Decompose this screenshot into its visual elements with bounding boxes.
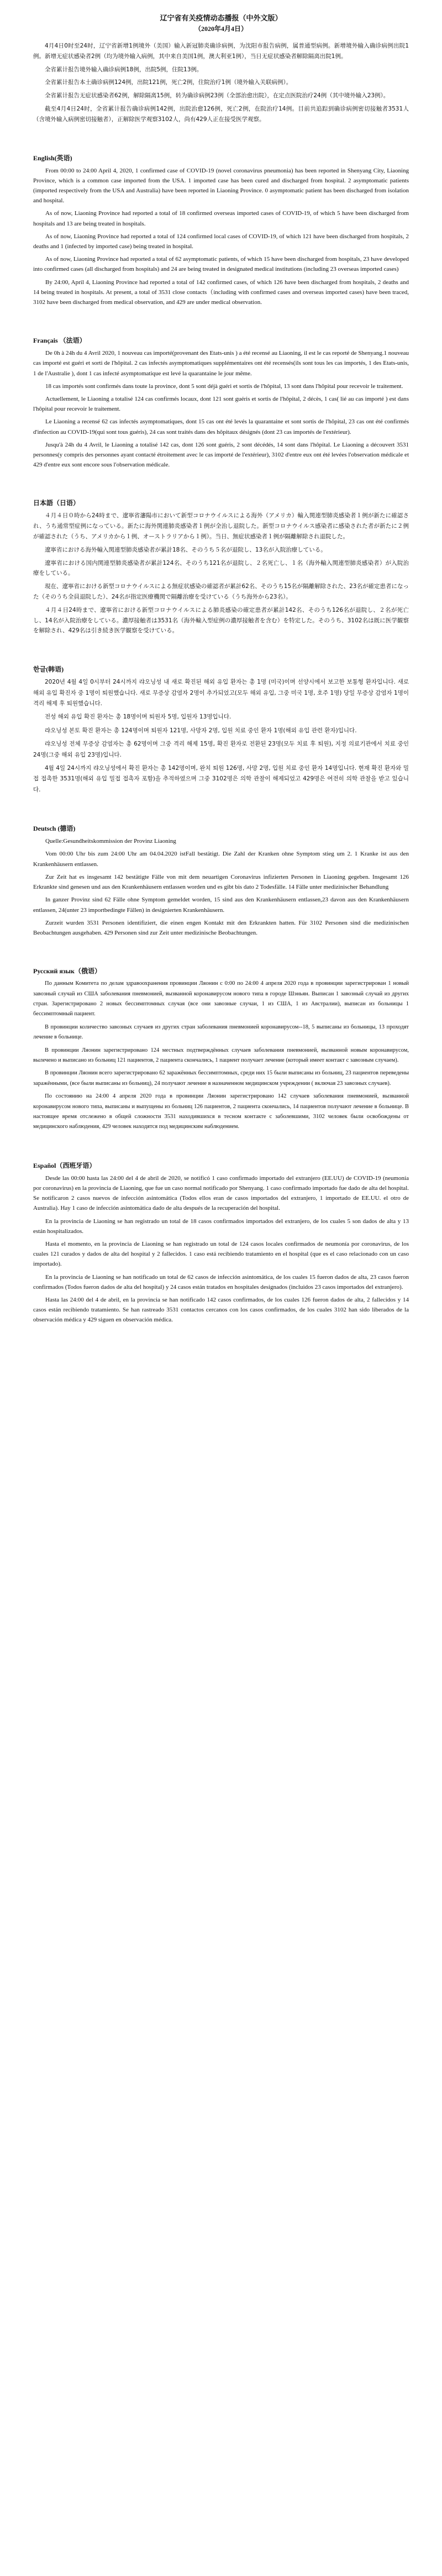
spanish-paragraph: Hasta las 24:00 del 4 de abril, en la provincia se han notificado 142 casos confirmados, de los cuales 126 fueron dados de alta, 2 fallecidos y 14 casos están recibiendo tratamiento. Se han rastreado 3531 contactos cercanos con los casos confirmados, de los cuales 3102 han sido liberados de la observación médica y 429 siguen en observación médica.: [33, 1297, 409, 1324]
french-heading: Français （法语）: [33, 337, 86, 345]
russian-paragraph: По состоянию на 24:00 4 апреля 2020 года в провинции Ляонин зарегистрировано 142 случаев заболевания пневмонией, вызванной коронавирусом нового типа, выписаны и выпущены из больниц 126 пациентов, 2 пациента скончались, 14 пациентов получают лечение в больнице. В настоящее время отслежено в общей сложности 3531 находившихся в тесном контакте с заболевшими, 3102 человек были освобождены от медицинского наблюдения, 429 человек находятся под медицинским наблюдением.: [33, 1093, 409, 1130]
japanese-paragraph: ４月４日０時から24時まで、遼寧省瀋陽市において新型コロナウイルスによる海外（アメリカ）輸入関連型肺炎感染者１例が新たに確認され、うち通常型症例になっている。新たに海外関連肺炎感染者１例が全治し退院した。新型コロナウイルス感染者に感染された者が新たに２例が確認された（うち、アメリカから１例、オーストラリアから１例）。当日、無症状感染者１例が隔離解除され退院した。: [33, 512, 409, 541]
korean-paragraph: 2020년 4월 4일 0시부터 24시까지 랴오닝성 내 새로 확진된 해외 유입 환자는 총 1명 (미국)이며 선양시에서 보고한 보통형 환자입니다. 새로 해외 유입 확진자 중 1명이 퇴원했습니다. 새로 무증상 감염자 2명이 추가되었고(모두 해외 유입, 그중 미국 1명, 호주 1명) 당일 무증상 감염자 1명이 격리 해제 후 퇴원했습니다.: [33, 679, 409, 707]
korean-paragraph: 4월 4일 24시까지 랴오닝성에서 확진 환자는 총 142명이며, 완치 퇴원 126명, 사망 2명, 입원 치료 중인 환자 14명입니다. 현재 확진 환자와 밀접 접촉한 3531명(해외 유입 밀접 접촉자 포함)을 추적하였으며 그중 3102명은 의학 관찰이 해제되었고 429명은 여전히 의학 관찰을 받고 있습니다.: [33, 765, 409, 793]
german-paragraph: In ganzer Provinz sind 62 Fälle ohne Symptom gemeldet worden, 15 sind aus den Krankenhäusern entlassen,23 davon aus den Krankenhäusern entlassen, 24(unter 23 importbedingte Fällen) in designierten Krankenhäusern.: [33, 896, 409, 914]
german-paragraph: Quelle:Gesundheitskommission der Provinz Liaoning: [45, 838, 176, 845]
japanese-paragraph: 遼寧省における海外輸入関連型肺炎感染者が累計18名、そのうち５名が退院し、13名が入院治療している。: [45, 546, 327, 553]
chinese-paragraph: 4月4日0时至24时，辽宁省新增1例境外（美国）输入新冠肺炎确诊病例，为沈阳市报告病例，属普通型病例。新增境外输入确诊病例出院1例。新增无症状感染者2例（均为境外输入病例，其中来自美国1例，澳大利亚1例），当日无症状感染者解除隔离出院1例。: [33, 43, 409, 60]
french-paragraph: Le Liaoning a recensé 62 cas infectés asymptomatiques, dont 15 cas ont été levés la quarantaine et sont sortis de l'hôpital, 23 cas ont été confirmés d'infection au COVID-19(qui sont tous guéris), 24 cas sont traités dans des hôpitaux désignés (dont 23 cas importés de l'extérieur).: [33, 418, 409, 436]
section-korean: [33, 664, 409, 795]
german-paragraph: Vom 00:00 Uhr bis zum 24:00 Uhr am 04.04.2020 istFall bestätigt. Die Zahl der Kranken ohne Symptom stieg um 2. 1 Kranke ist aus den Krankenhäusern entlassen.: [33, 851, 409, 868]
section-spanish: [33, 1161, 409, 1325]
french-paragraph: Actuellement, le Liaoning a totalisé 124 cas confirmés locaux, dont 121 sont guéris et sortis de l'hôpital, 2 décès, 1 cas( lié au cas importé ) est dans l'hôpital pour recevoir le traitement.: [33, 396, 409, 413]
korean-paragraph: 전성 해외 유입 확진 환자는 총 18명이며 퇴원자 5명, 입원자 13명입니다.: [45, 713, 231, 721]
japanese-paragraph: ４月４日24時まで、遼寧省における新型コロナウイルスによる肺炎感染の確定患者が累計142名、そのうち126名が退院し、２名が死亡し、14名が入院治療をしている。濃厚接触者は3531名（海外輸入型症例の濃厚接触者を含む）を特定した。そのうち、3102名は既に医学観察を解除され、429名は引き続き医学観察を受けている。: [33, 606, 409, 634]
chinese-paragraph: 全省累计报告境外输入确诊病例18例，出院5例，住院13例。: [45, 66, 203, 73]
korean-paragraph: 랴오닝성 본토 확진 환자는 총 124명이며 퇴원자 121명, 사망자 2명, 입원 치료 중인 환자 1명(해외 유입 관련 환자)입니다.: [45, 727, 357, 734]
spanish-paragraph: En la provincia de Liaoning se han notificado un total de 62 casos de infección asintomática, de los cuales 15 fueron dados de alta, 23 casos fueron confirmados (Todos fueron dados de alta del hospital) y 24 casos están tratados en hospitales designados (incluidos 23 casos importados del extranjero).: [33, 1273, 409, 1290]
english-paragraph: From 00:00 to 24:00 April 4, 2020, 1 confirmed case of COVID-19 (novel coronavirus pneumonia) has been reported in Shenyang City, Liaoning Province, which is a common case imported from the USA. 1 imported case has been cured and discharged from hospital. 2 asymptomatic patients (imported respectively from the USA and Australia) have been reported in Liaoning Province. 0 asymptomatic patient has been discharged from isolation and hospital.: [33, 167, 409, 204]
section-chinese: [33, 41, 409, 125]
russian-paragraph: В провинции Ляонин всего зарегистрировано 62 заражённых бессимптомных, среди них 15 были выписаны из больниц, 23 пациентов переведены заражёнными, (все были выписаны из больниц), 24 получают лечение в назначенном медицинском учреждении ( включая 23 завозных случаев).: [33, 1070, 409, 1087]
german-paragraph: Zurzeit wurden 3531 Personen identifiziert, die einen engen Kontakt mit den Erkrankten hatten. Für 3102 Personen sind die medizinischen Beobachtungen ausgehaben. 429 Personen sind zur Zeit unter medizinische Beobachtungen.: [33, 919, 409, 936]
russian-paragraph: В провинции Ляонин зарегистрировано 124 местных подтверждённых случаев заболевания пневмонией, вызванной новым коронавирусом, вылечено и выписано из больниц 121 пациентов, 2 пациента скончались, 1 пациент получает лечение (который имеет контакт с завозным случаем).: [33, 1047, 409, 1063]
chinese-paragraph: 全省累计报告本土确诊病例124例，出院121例，死亡2例，住院治疗1例（境外输入关联病例）。: [45, 79, 292, 86]
german-paragraph: Zur Zeit hat es insgesamt 142 bestätigte Fälle von mit dem neuartigen Coronavirus infizierten Personen in Liaoning gegeben. Insgesamt 126 Erkrankte sind genesen und aus den Krankenhäusern entlassen worden und es gibt bis dato 2 Todesfälle. 14 Fälle unter medizinischer Behandlung: [33, 873, 409, 891]
russian-paragraph: В провинции количество завозных случаев из других стран заболевания пневмонией коронавирусом--18, 5 выписаны из больницы, 13 проходят лечение в больнице.: [33, 1024, 409, 1041]
spanish-paragraph: Hasta el momento, en la provincia de Liaoning se han registrado un total de 124 casos locales confirmados de neumonía por coronavirus, de los cuales 121 curados y dados de alta del hospital y 2 fallecidos. 1 caso está recibiendo tratamiento en el hospital (que es el caso relacionado con un caso importado).: [33, 1241, 409, 1268]
french-paragraph: Jusqu'à 24h du 4 Avril, le Liaoning a totalisé 142 cas, dont 126 sont guéris, 2 sont décédés, 14 sont dans l'hôpital. Le Liaoning a découvert 3531 personnes(y compris des personnes ayant contacté étroitement avec le cas importé de l'extérieur), 3102 d'entre eux ont été levées l'observation médicale et 429 d'entre eux sont encore sous l'observation médicale.: [33, 441, 409, 469]
german-heading: Deutsch (德语): [33, 825, 76, 833]
english-paragraph: As of now, Liaoning Province had reported a total of 124 confirmed local cases of COVID-19, of which 121 have been discharged from hospitals, 2 deaths and 1 (infected by imported case) being treated in hospital.: [33, 233, 409, 250]
spanish-heading: Español（西班牙语）: [33, 1161, 96, 1169]
spanish-paragraph: Desde las 00:00 hasta las 24:00 del 4 de abril de 2020, se notificó 1 caso confirmado importado del extranjero (EE.UU) de COVID-19 (neumonía por coronavirus) en la provincia de Liaoning, que fue un caso normal notificado por Shenyang. 1 caso confirmado importado fue dado de alta del hospital. Se notificaron 2 casos nuevos de infección asintomática (Todos ellos eran de casos importados del extranjero, 1 importado de EE.UU. el otro de Australia). Hay 1 caso de infección asintomática dado de alta después de la recuperación del hospital.: [33, 1174, 409, 1212]
section-english: [33, 153, 409, 308]
japanese-paragraph: 遼寧省における国内関連型肺炎感染者が累計124名、そのうち121名が退院し、２名死亡し、１名（海外輸入関連型肺炎感染者）が入院治療をしている。: [33, 559, 409, 577]
french-paragraph: De 0h à 24h du 4 Avril 2020, 1 nouveau cas importé(provenant des Etats-unis ) a été recensé au Liaoning, il est le cas reporté de Shenyang.1 nouveau cas importé est guéri et sorti de l'hôpital. 2 cas infectés asymptomatiques supplémentaires ont été recensés(ils sont tous les cas importés, 1 des Etats-unis, 1 de l'Australie ), dont 1 cas infecté asymptomatique est levé la quarantaine le jour même.: [33, 350, 409, 377]
english-paragraph: As of now, Liaoning Province had reported a total of 62 asymptomatic patients, of which 15 have been discharged from hospitals, 23 have developed into confirmed cases (all discharged from hospitals) and 24 are being treated in designated medical institutions (including 23 overseas imported cases): [33, 256, 409, 273]
chinese-paragraph: 截至4月4日24时，全省累计报告确诊病例142例，出院治愈126例，死亡2例，在院治疗14例。目前共追踪到确诊病例密切接触者3531人（含境外输入病例密切接触者），正解除医学观察3102人，尚有429人正在接受医学观察。: [33, 105, 409, 123]
section-japanese: [33, 498, 409, 636]
russian-heading: Русский язык（俄语）: [33, 967, 101, 975]
english-heading: English(英语): [33, 154, 72, 162]
section-french: [33, 335, 409, 470]
korean-heading: 한글(韩语): [33, 665, 64, 674]
russian-paragraph: По данным Комитета по делам здравоохранения провинции Ляонин с 0:00 по 24:00 4 апреля 2020 года в провинции зарегистрирован 1 новый завозный случай из США заболевания пневмонией, вызванной коронавирусом нового типа в городе Шэньян. Выписан 1 завозный случай из других стран. Зарегистрировано 2 новых бессимптомных случая (все они завозные случаи, 1 из США, 1 из Австралии), выписан из больницы 1 бессимптомный пациент.: [33, 980, 409, 1017]
french-paragraph: 18 cas importés sont confirmés dans toute la province, dont 5 sont déjà guéri et sortis de l'hôpital, 13 sont dans l'hôpital pour recevoir le traitement.: [45, 382, 403, 390]
document-date: （2020年4月4日）: [194, 25, 248, 33]
japanese-paragraph: 現在、遼寧省における新型コロナウイルスによる無症状感染の確認者が累計62名、そのうち15名が隔離解除された、23名が確定患者になった（そのうち全員退院した）、24名が指定医療機関で隔離治療を受けている（うち海外から23名）。: [33, 583, 409, 601]
english-paragraph: By 24:00, April 4, Liaoning Province had reported a total of 142 confirmed cases, of which 126 have been discharged from hospitals, 2 deaths and 14 being treated in hospitals. At present, a total of 3531 close contacts（including with confirmed cases and overseas imported cases) have been traced, 3102 have been discharged from medical observation, and 429 are under medical observation.: [33, 279, 409, 306]
section-german: [33, 823, 409, 938]
english-paragraph: As of now, Liaoning Province had reported a total of 18 confirmed overseas imported cases of COVID-19, of which 5 have been discharged from hospitals and 13 are being treated in hospitals.: [33, 210, 409, 227]
section-russian: [33, 966, 409, 1132]
korean-paragraph: 랴오닝성 전체 무증상 감염자는 총 62명이며 그중 격리 해제 15명, 확진 환자로 전환된 23명(모두 치료 후 퇴원), 지정 의료기관에서 치료 중인 24명(그중 해외 유입 23명)입니다.: [33, 741, 409, 758]
spanish-paragraph: En la provincia de Liaoning se han registrado un total de 18 casos confirmados importados del extranjero, de los cuales 5 son dados de alta y 13 están hospitalizados.: [33, 1218, 409, 1235]
chinese-paragraph: 全省累计报告无症状感染者62例，解除隔离15例，转为确诊病例23例（全部治愈出院），在定点医院治疗24例（其中境外输入23例）。: [45, 92, 390, 99]
japanese-heading: 日本語（日语）: [33, 499, 80, 507]
document-title: 辽宁省有关疫情动态播报（中外文版）: [160, 14, 282, 22]
